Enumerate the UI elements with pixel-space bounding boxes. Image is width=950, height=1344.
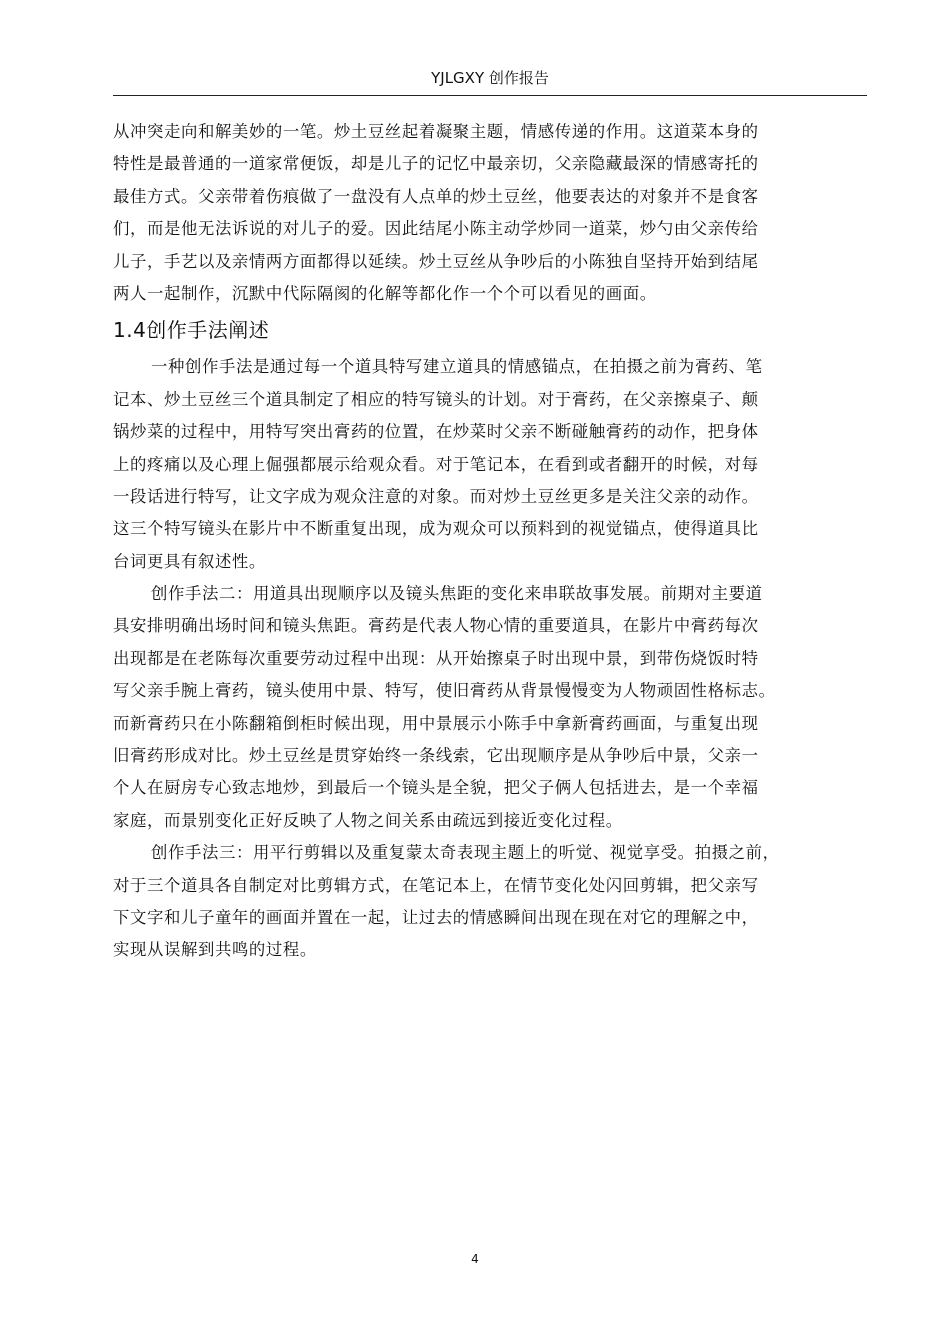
- header-divider: [113, 95, 867, 96]
- text-line: 具安排明确出场时间和镜头焦距。膏药是代表人物心情的重要道具，在影片中膏药每次: [113, 616, 759, 636]
- paragraph-4: [113, 837, 873, 967]
- text-line: 家庭，而景别变化正好反映了人物之间关系由疏远到接近变化过程。: [113, 810, 623, 830]
- text-line: 从冲突走向和解美妙的一笔。炒土豆丝起着凝聚主题，情感传递的作用。这道菜本身的: [113, 122, 759, 141]
- text-line: 两人一起制作，沉默中代际隔阂的化解等都化作一个个可以看见的画面。: [113, 283, 657, 303]
- paragraph-1: [113, 116, 873, 310]
- text-line: 创作手法二：用道具出现顺序以及镜头焦距的变化来串联故事发展。前期对主要道: [151, 584, 763, 604]
- text-line: 对于三个道具各自制定对比剪辑方式，在笔记本上，在情节变化处闪回剪辑，把父亲写: [113, 875, 759, 895]
- text-line: 最佳方式。父亲带着伤痕做了一盘没有人点单的炒土豆丝，他要表达的对象并不是食客: [113, 186, 759, 206]
- section-heading: 1.4创作手法阐述: [113, 318, 270, 343]
- text-line: 出现都是在老陈每次重要劳动过程中出现：从开始擦桌子时出现中景，到带伤烧饭时特: [113, 648, 759, 668]
- body-text: [113, 116, 873, 967]
- text-line: 创作手法三：用平行剪辑以及重复蒙太奇表现主题上的听觉、视觉享受。拍摄之前，: [151, 843, 780, 863]
- text-line: 实现从误解到共鸣的过程。: [113, 940, 317, 960]
- page-header: YJLGXY 创作报告: [431, 69, 549, 87]
- paragraph-3: [113, 578, 873, 837]
- text-line: 而新膏药只在小陈翻箱倒柜时候出现，用中景展示小陈手中拿新膏药画面，与重复出现: [113, 713, 759, 733]
- text-line: 下文字和儿子童年的画面并置在一起，让过去的情感瞬间出现在现在对它的理解之中，: [113, 907, 759, 927]
- text-line: 台词更具有叙述性。: [113, 551, 266, 571]
- text-line: 儿子，手艺以及亲情两方面都得以延续。炒土豆丝从争吵后的小陈独自坚持开始到结尾: [113, 251, 759, 271]
- text-line: 写父亲手腕上膏药，镜头使用中景、特写，使旧膏药从背景慢慢变为人物顽固性格标志。: [113, 681, 776, 701]
- paragraph-2: [113, 351, 873, 578]
- text-line: 旧膏药形成对比。炒土豆丝是贯穿始终一条线索，它出现顺序是从争吵后中景，父亲一: [113, 746, 759, 766]
- text-line: 这三个特写镜头在影片中不断重复出现，成为观众可以预料到的视觉锚点，使得道具比: [113, 519, 759, 539]
- text-line: 一段话进行特写，让文字成为观众注意的对象。而对炒土豆丝更多是关注父亲的动作。: [113, 486, 759, 506]
- text-line: 个人在厨房专心致志地炒，到最后一个镜头是全貌，把父子俩人包括进去，是一个幸福: [113, 778, 759, 798]
- text-line: 一种创作手法是通过每一个道具特写建立道具的情感锚点，在拍摄之前为膏药、笔: [151, 357, 763, 377]
- page-number: 4: [471, 1252, 479, 1266]
- text-line: 特性是最普通的一道家常便饭，却是儿子的记忆中最亲切，父亲隐藏最深的情感寄托的: [113, 154, 759, 174]
- text-line: 们，而是他无法诉说的对儿子的爱。因此结尾小陈主动学炒同一道菜，炒勺由父亲传给: [113, 219, 759, 239]
- text-line: 记本、炒土豆丝三个道具制定了相应的特写镜头的计划。对于膏药，在父亲擦桌子、颠: [113, 389, 759, 409]
- text-line: 上的疼痛以及心理上倔强都展示给观众看。对于笔记本，在看到或者翻开的时候，对每: [113, 454, 759, 474]
- text-line: 锅炒菜的过程中，用特写突出膏药的位置，在炒菜时父亲不断碰触膏药的动作，把身体: [113, 422, 759, 442]
